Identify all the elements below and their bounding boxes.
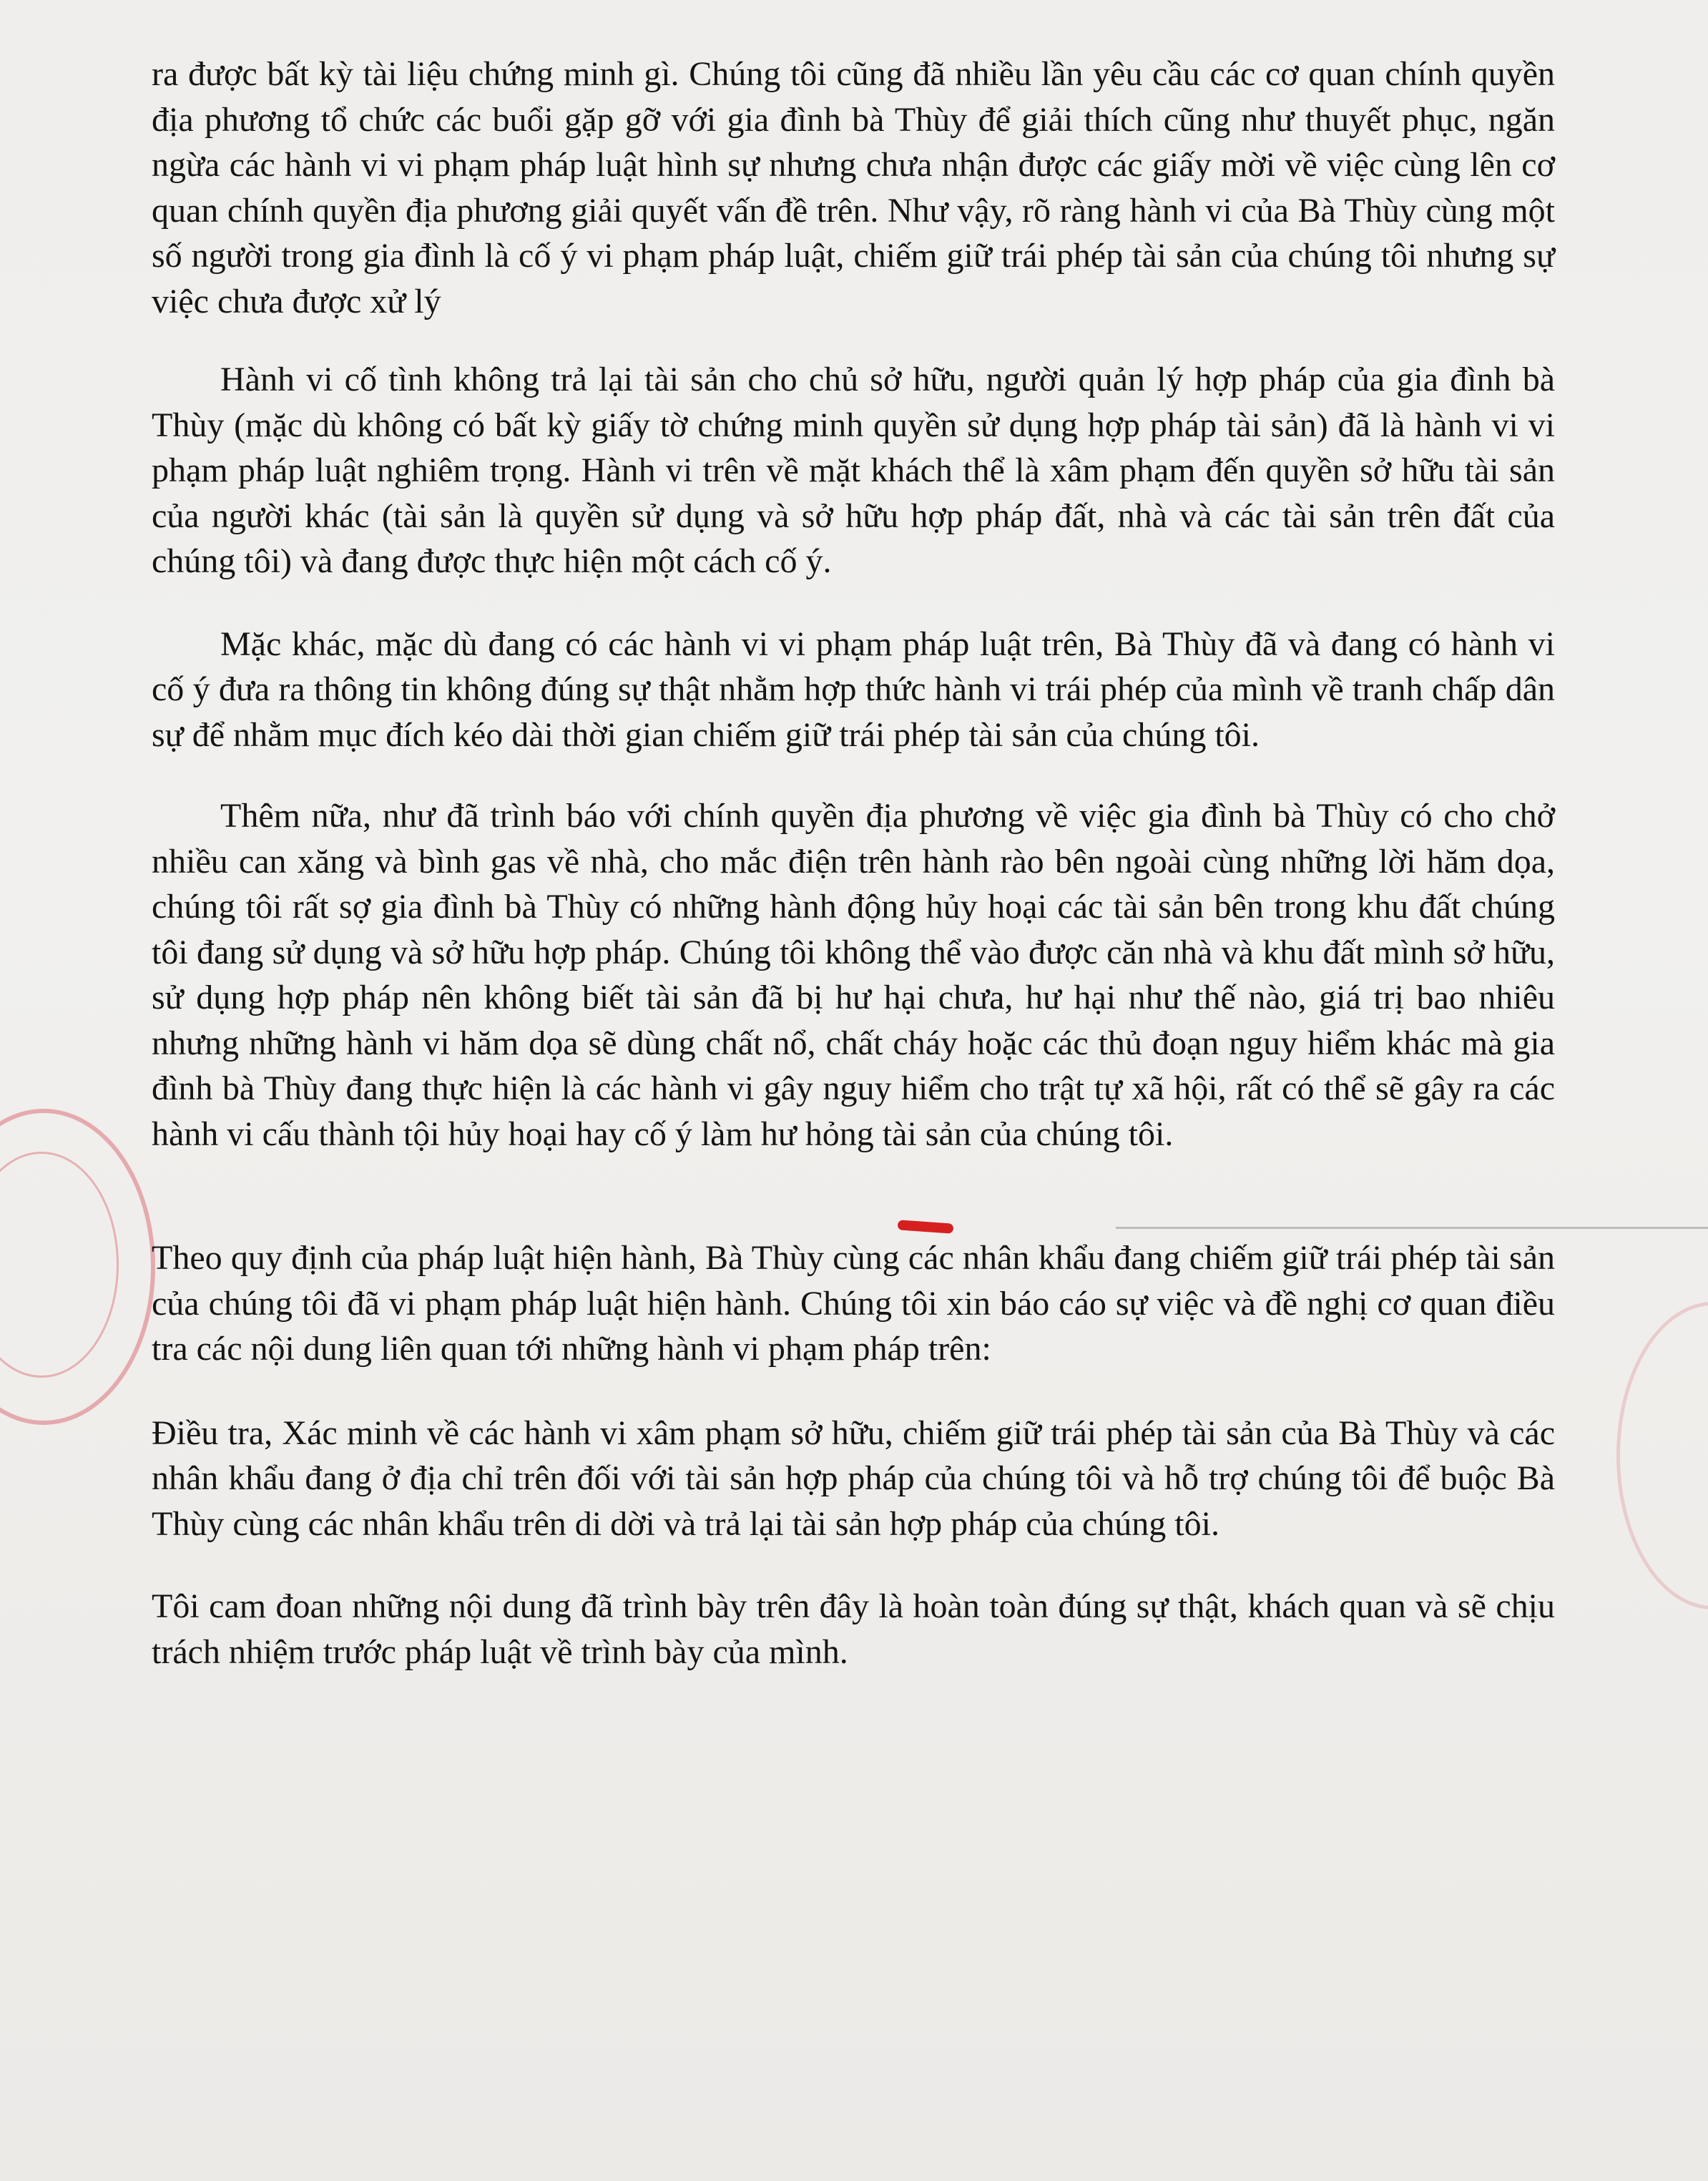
- document-body: [152, 52, 1555, 1675]
- paragraph-3: Mặc khác, mặc dù đang có các hành vi vi phạm pháp luật trên, Bà Thùy đã và đang có hành vi cố ý đưa ra thông tin không đúng sự thật nhằm hợp thức hành vi trái phép của mình về tranh chấp dân sự để nhằm mục đích kéo dài thời gian chiếm giữ trái phép tài sản của chúng tôi.: [152, 624, 1555, 754]
- paragraph-5: Theo quy định của pháp luật hiện hành, Bà Thùy cùng các nhân khẩu đang chiếm giữ trái phép tài sản của chúng tôi đã vi phạm pháp luật hiện hành. Chúng tôi xin báo cáo sự việc và đề nghị cơ quan điều tra các nội dung liên quan tới những hành vi phạm pháp trên:: [152, 1239, 1555, 1368]
- paragraph-7: Tôi cam đoan những nội dung đã trình bày trên đây là hoàn toàn đúng sự thật, khách quan và sẽ chịu trách nhiệm trước pháp luật về trình bày của mình.: [152, 1587, 1555, 1671]
- paragraph-2: Hành vi cố tình không trả lại tài sản cho chủ sở hữu, người quản lý hợp pháp của gia đình bà Thùy (mặc dù không có bất kỳ giấy tờ chứng minh quyền sử dụng hợp pháp tài sản) đã là hành vi vi phạm pháp luật nghiêm trọng. Hành vi trên về mặt khách thể là xâm phạm đến quyền sở hữu tài sản của người khác (tài sản là quyền sử dụng và sở hữu hợp pháp đất, nhà và các tài sản trên đất của chúng tôi) và đang được thực hiện một cách cố ý.: [152, 361, 1555, 580]
- paragraph-4: Thêm nữa, như đã trình báo với chính quyền địa phương về việc gia đình bà Thùy có cho chở nhiều can xăng và bình gas về nhà, cho mắc điện trên hành rào bên ngoài cùng những lời hăm dọa, chúng tôi rất sợ gia đình bà Thùy có những hành động hủy hoại các tài sản bên trong khu đất chúng tôi đang sử dụng và sở hữu hợp pháp. Chúng tôi không thể vào được căn nhà và khu đất mình sở hữu, sử dụng hợp pháp nên không biết tài sản đã bị hư hại chưa, hư hại như thế nào, giá trị bao nhiêu nhưng những hành vi hăm dọa sẽ dùng chất nổ, chất cháy hoặc các thủ đoạn nguy hiểm khác mà gia đình bà Thùy đang thực hiện là các hành vi gây nguy hiểm cho trật tự xã hội, rất có thể sẽ gây ra các hành vi cấu thành tội hủy hoại hay cố ý làm hư hỏng tài sản của chúng tôi.: [152, 797, 1555, 1153]
- faint-seal-stamp-right: [1616, 1302, 1708, 1609]
- paragraph-6: Điều tra, Xác minh về các hành vi xâm phạm sở hữu, chiếm giữ trái phép tài sản của Bà Thùy và các nhân khẩu đang ở địa chỉ trên đối với tài sản hợp pháp của chúng tôi và hỗ trợ chúng tôi để buộc Bà Thùy cùng các nhân khẩu trên di dời và trả lại tài sản hợp pháp của chúng tôi.: [152, 1413, 1555, 1543]
- paragraph-1: ra được bất kỳ tài liệu chứng minh gì. Chúng tôi cũng đã nhiều lần yêu cầu các cơ quan chính quyền địa phương tổ chức các buổi gặp gỡ với gia đình bà Thùy để giải thích cũng như thuyết phục, ngăn ngừa các hành vi vi phạm pháp luật hình sự nhưng chưa nhận được các giấy mời về việc cùng lên cơ quan chính quyền địa phương giải quyết vấn đề trên. Như vậy, rõ ràng hành vi của Bà Thùy cùng một số người trong gia đình là cố ý vi phạm pháp luật, chiếm giữ trái phép tài sản của chúng tôi nhưng sự việc chưa được xử lý: [152, 55, 1555, 320]
